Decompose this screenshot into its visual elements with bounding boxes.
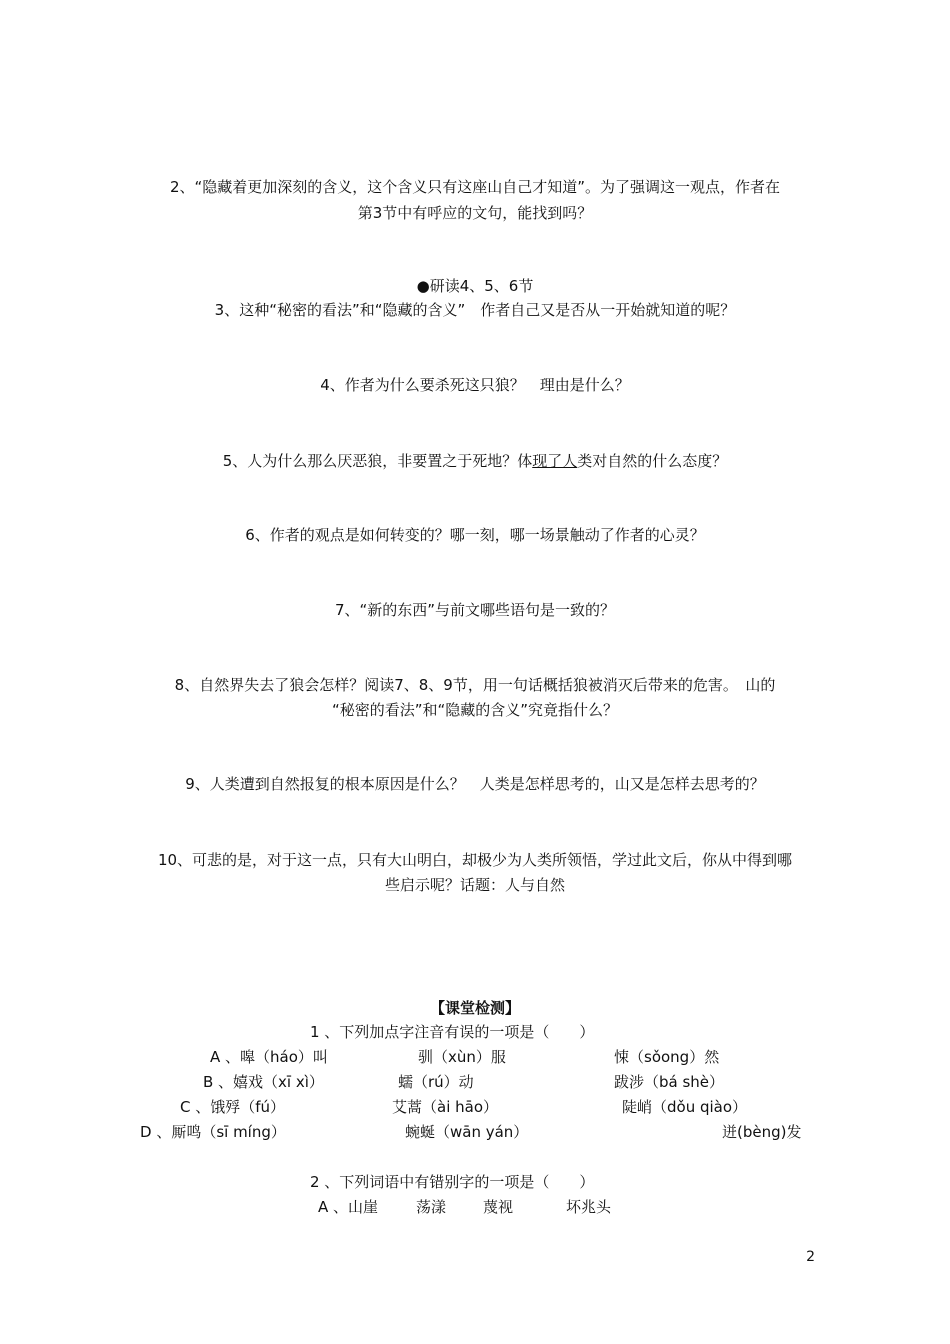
q2-line1: 2、“隐藏着更加深刻的含义，这个含义只有这座山自己才知道”。为了强调这一观点，作者在 — [169, 178, 781, 196]
test2-option-a-3: 蔑视 — [483, 1198, 514, 1216]
test1-option-c-2: 艾蒿（ài hāo） — [392, 1098, 499, 1116]
q5-after: 类对自然的什么态度？ — [577, 452, 728, 470]
test-heading: 【课堂检测】 — [429, 999, 520, 1017]
q10-line2: 些启示呢？话题：人与自然 — [384, 876, 565, 894]
test1-option-a-3: 悚（sǒong）然 — [614, 1048, 720, 1066]
test2-question: 2 、下列词语中有错别字的一项是（ ） — [310, 1173, 595, 1191]
q3: 3、这种“秘密的看法”和“隐藏的含义” 作者自己又是否从一开始就知道的呢？ — [214, 301, 736, 319]
q8-line1: 8、自然界失去了狼会怎样？阅读7、8、9节，用一句话概括狼被消灭后带来的危害。 山的 — [174, 676, 776, 694]
test1-option-b-1: B 、嬉戏（xī xì） — [203, 1073, 324, 1091]
q9: 9、人类遭到自然报复的根本原因是什么？ 人类是怎样思考的，山又是怎样去思考的？ — [185, 775, 765, 793]
test1-option-b-2: 蠕（rú）动 — [398, 1073, 474, 1091]
test1-option-c-1: C 、饿殍（fú） — [180, 1098, 286, 1116]
test1-option-b-3: 跋涉（bá shè） — [614, 1073, 725, 1091]
q4: 4、作者为什么要杀死这只狼？ 理由是什么？ — [320, 376, 630, 394]
test1-option-d-3: 迸(bèng)发 — [722, 1123, 802, 1141]
test2-option-a-1: A 、山崖 — [318, 1198, 379, 1216]
section-heading: ●研读4、5、6节 — [416, 277, 534, 295]
test1-option-d-1: D 、厮鸣（sī míng） — [140, 1123, 286, 1141]
test2-option-a-4: 坏兆头 — [566, 1198, 612, 1216]
q5-before: 5、人为什么那么厌恶狼，非要置之于死地？体 — [222, 452, 533, 470]
test1-option-a-2: 驯（xùn）服 — [418, 1048, 506, 1066]
test1-question: 1 、下列加点字注音有误的一项是（ ） — [310, 1023, 595, 1041]
q5-underlined: 现了人 — [532, 452, 578, 470]
q6: 6、作者的观点是如何转变的？哪一刻，哪一场景触动了作者的心灵？ — [245, 526, 705, 544]
test1-option-d-2: 蜿蜒（wān yán） — [405, 1123, 529, 1141]
q7: 7、“新的东西”与前文哪些语句是一致的？ — [334, 601, 616, 619]
test2-option-a-2: 荡漾 — [416, 1198, 447, 1216]
q8-line2: “秘密的看法”和“隐藏的含义”究竟指什么？ — [331, 701, 619, 719]
q2-line2: 第3节中有呼应的文句，能找到吗？ — [357, 204, 593, 222]
page-number: 2 — [806, 1249, 815, 1265]
test1-option-a-1: A 、嗥（háo）叫 — [210, 1048, 328, 1066]
q5 — [0, 451, 950, 471]
test1-option-c-3: 陡峭（dǒu qiào） — [622, 1098, 748, 1116]
q10-line1: 10、可悲的是，对于这一点，只有大山明白，却极少为人类所领悟，学过此文后，你从中得到哪 — [157, 851, 793, 869]
